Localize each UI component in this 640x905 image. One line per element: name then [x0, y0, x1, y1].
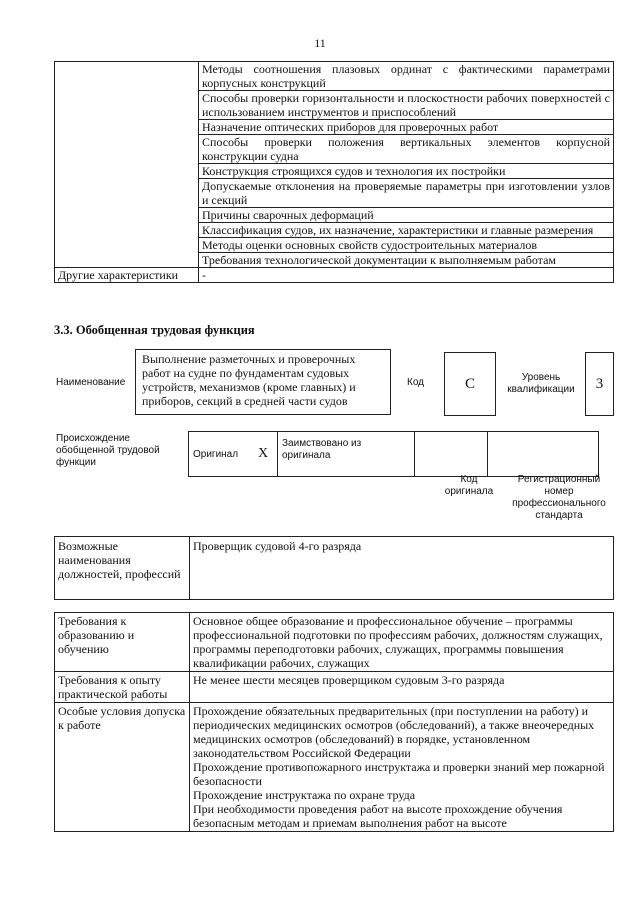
- knowledge-value: Методы оценки основных свойств судостроительных материалов: [199, 238, 614, 253]
- knowledge-value: Требования технологической документации к выполняемым работам: [199, 253, 614, 268]
- original-label: Оригинал: [189, 432, 250, 477]
- borrowed-label: Заимствовано из оригинала: [278, 432, 415, 477]
- knowledge-value: Причины сварочных деформаций: [199, 208, 614, 223]
- requirements-table: [54, 612, 614, 832]
- code-value: C: [444, 352, 496, 416]
- reg-number-label: Регистрационный номер профессионального стандарта: [512, 474, 606, 521]
- knowledge-value: Допускаемые отклонения на проверяемые параметры при изготовлении узлов и секций: [199, 179, 614, 208]
- condition-item: Прохождение обязательных предварительных (при поступлении на работу) и периодических медицинских осмотров (обследований), а также внеочередных медицинских осмотров (обследований) в порядке, установленном законодательством Российской Федерации: [193, 704, 595, 760]
- knowledge-value: Классификация судов, их назначение, характеристики и главные размерения: [199, 223, 614, 238]
- code-original-cell: [415, 432, 488, 477]
- education-value: Основное общее образование и профессиональное обучение – программы профессиональной подготовки по профессиям рабочих, должностям служащих, программы переподготовки рабочих, служащих, программы повышения квалификации рабочих, служащих: [190, 613, 614, 672]
- knowledge-label: Другие характеристики: [55, 268, 199, 283]
- knowledge-label-cell: [55, 62, 199, 268]
- knowledge-row: [55, 62, 614, 91]
- conditions-value: [190, 703, 614, 832]
- knowledge-table: [54, 61, 614, 283]
- origin-label: Происхождение обобщенной трудовой функции: [56, 433, 160, 468]
- original-mark: X: [249, 432, 278, 477]
- knowledge-row: [55, 268, 614, 283]
- knowledge-value: Назначение оптических приборов для проверочных работ: [199, 120, 614, 135]
- experience-label: Требования к опыту практической работы: [55, 672, 190, 703]
- positions-table: [54, 536, 614, 600]
- code-original-label: Код оригинала: [444, 474, 494, 497]
- page-number: 11: [314, 36, 326, 50]
- section-heading: 3.3. Обобщенная трудовая функция: [54, 323, 255, 337]
- knowledge-value: Способы проверки положения вертикальных элементов корпусной конструкции судна: [199, 135, 614, 164]
- knowledge-value: Конструкция строящихся судов и технология их постройки: [199, 164, 614, 179]
- condition-item: Прохождение противопожарного инструктажа и проверки знаний мер пожарной безопасности: [193, 760, 605, 788]
- condition-item: При необходимости проведения работ на высоте прохождение обучения безопасным методам и приемам выполнения работ на высоте: [193, 802, 563, 830]
- code-label: Код: [407, 377, 425, 388]
- origin-table: [188, 431, 599, 477]
- function-name-value: Выполнение разметочных и проверочных работ на судне по фундаментам судовых устройств, механизмов (кроме главных) и приборов, секций в средней части судов: [135, 349, 391, 415]
- qualification-level-label: Уровень квалификации: [507, 372, 575, 395]
- knowledge-value: Способы проверки горизонтальности и плоскостности рабочих поверхностей с использованием инструментов и приспособлений: [199, 91, 614, 120]
- condition-item: Прохождение инструктажа по охране труда: [193, 788, 416, 802]
- conditions-label: Особые условия допуска к работе: [55, 703, 190, 832]
- positions-label: Возможные наименования должностей, профессий: [55, 537, 190, 600]
- experience-value: Не менее шести месяцев проверщиком судовым 3-го разряда: [190, 672, 614, 703]
- reg-number-cell: [488, 432, 599, 477]
- knowledge-value: Методы соотношения плазовых ординат с фактическими параметрами корпусных конструкций: [199, 62, 614, 91]
- name-label: Наименование: [56, 377, 126, 388]
- positions-value: Проверщик судовой 4-го разряда: [190, 537, 614, 600]
- education-label: Требования к образованию и обучению: [55, 613, 190, 672]
- qualification-level-value: 3: [585, 352, 614, 416]
- knowledge-value: -: [199, 268, 614, 283]
